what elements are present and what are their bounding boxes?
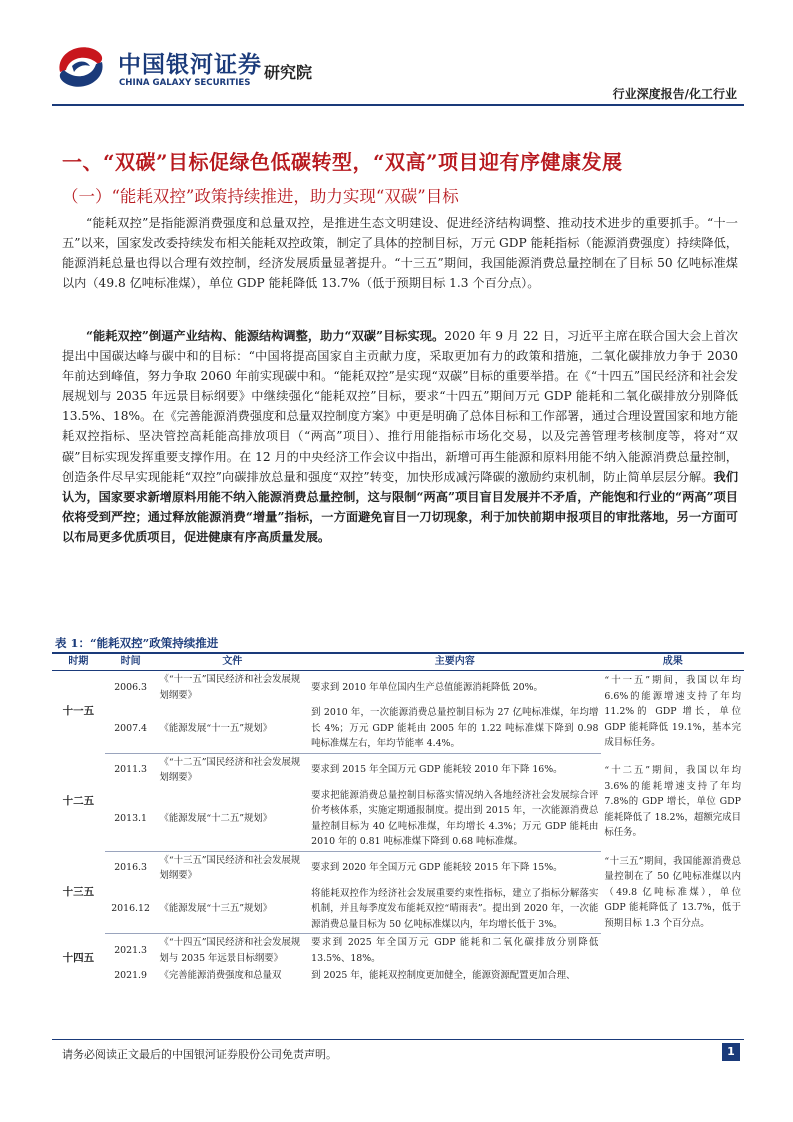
file-cell: 《完善能源消费强度和总量双	[159, 970, 282, 981]
paragraph-lead: “能耗双控”倒逼产业结构、能源结构调整，助力“双碳”目标实现。	[86, 329, 445, 343]
paragraph-intro: “能耗双控”是指能源消费强度和总量双控，是推进生态文明建设、促进经济结构调整、推动技术进步的重要抓手。“十一五”以来，国家发改委持续发布相关能耗双控政策，制定了具体的控制目标，万元 GDP 能耗指标（能源消费强度）持续降低，能源消耗总量也得以合理有效控制，经济发展质量显著提升。“十三五”期间，我国能源消费总量控制在了目标 50 亿吨标准煤以内（49.8 亿吨标准煤），单位 GDP 能耗降低 13.7%（低于预期目标 1.3 个百分点）。	[62, 216, 738, 291]
result-cell: “十二五”期间，我国以年均 3.6%的能耗增速支持了年均 7.8%的 GDP 增长，单位 GDP 能耗降低了 18.2%，超额完成目标任务。	[604, 765, 741, 839]
logo-english-name: CHINA GALAXY SECURITIES	[119, 78, 251, 88]
header-file: 文件	[156, 653, 308, 671]
time-cell: 2021.3	[114, 944, 147, 956]
policy-table	[52, 652, 744, 985]
file-cell: 《能源发展“十二五”规划》	[156, 787, 308, 852]
report-type: 行业深度报告/化工行业	[612, 87, 737, 101]
table-row	[52, 671, 744, 705]
table-row	[52, 753, 744, 787]
file-cell: 《“十三五”国民经济和社会发展规划纲要》	[159, 854, 301, 881]
result-cell	[601, 934, 744, 985]
research-institute-label: 研究院	[264, 63, 313, 82]
time-cell: 2016.12	[105, 885, 157, 934]
time-cell: 2006.3	[114, 681, 147, 693]
time-cell: 2007.4	[105, 704, 157, 753]
footer-divider	[52, 1039, 744, 1040]
file-cell: 《“十四五”国民经济和社会发展规划与 2035 年远景目标纲要》	[159, 937, 301, 964]
table-row	[52, 851, 744, 885]
header-period: 时期	[52, 653, 105, 671]
paragraph-body: 2020 年 9 月 22 日，习近平主席在联合国大会上首次提出中国碳达峰与碳中和的目标：“中国将提高国家自主贡献力度，采取更加有力的政策和措施，二氧化碳排放力争于 2030 年前达到峰值，努力争取 2060 年前实现碳中和。“能耗双控”是实现“双碳”目标的重要举措。在《“十四五”国民经济和社会发展规划与 2035 年远景目标纲要》中继续强化“能耗双控”目标，要求“十四五”期间万元 GDP 能耗和二氧化碳排放分别降低 13.5%、18%。在《完善能源消费强度和总量双控制度方案》中更是明确了总体目标和工作部署，通过合理设置国家和地方能耗双控指标、坚决管控高耗能高排放项目（“两高”项目）、推行用能指标市场化交易，以及完善管理考核制度等，将对“双碳”目标实现发挥重要支撑作用。在 12 月的中央经济工作会议中指出，新增可再生能源和原料用能不纳入能源消费总量控制，创造条件尽早实现能耗“双控”向碳排放总量和强度“双控”转变，加快形成减污降碳的激励约束机制，防止简单层层分解。	[62, 329, 738, 484]
file-cell: 《能源发展“十一五”规划》	[156, 704, 308, 753]
period-cell: 十四五	[62, 952, 95, 965]
header-result: 成果	[601, 653, 744, 671]
table-header-row	[52, 653, 744, 671]
content-cell: 到 2010 年，一次能源消费总量控制目标为 27 亿吨标准煤，年均增长 4%；万元 GDP 能耗由 2005 年的 1.22 吨标准煤下降到 0.98 吨标准煤左右，年均节能率 4.4%。	[308, 704, 601, 753]
result-cell: “十一五”期间，我国以年均 6.6%的能源增速支持了年均 11.2%的 GDP 增长，单位 GDP 能耗降低 19.1%，基本完成目标任务。	[604, 675, 741, 749]
header-time: 时间	[105, 653, 157, 671]
time-cell: 2013.1	[105, 787, 157, 852]
period-cell: 十三五	[62, 885, 95, 898]
page-number: 1	[722, 1043, 740, 1061]
content-cell: 到 2025 年，能耗双控制度更加健全，能源资源配置更加合理、	[311, 970, 576, 981]
content-cell: 要求到 2025 年全国万元 GDP 能耗和二氧化碳排放分别降低 13.5%、18%。	[311, 937, 599, 964]
content-cell: 要求到 2010 年单位国内生产总值能源消耗降低 20%。	[311, 681, 543, 693]
paragraph-conclusion: 我们认为，国家要求新增原料用能不纳入能源消费总量控制，这与限制“两高”项目盲目发展并不矛盾，产能饱和行业的“两高”项目依将受到严控；通过释放能源消费“增量”指标，一方面避免盲目一刀切现象，利于加快前期申报项目的审批落地，另一方面可以布局更多优质项目，促进健康有序高质量发展。	[62, 469, 739, 544]
section-heading: 一、“双碳”目标促绿色低碳转型，“双高”项目迎有序健康发展	[62, 150, 623, 174]
table-row	[52, 934, 744, 968]
logo-chinese-name: 中国银河证券	[118, 52, 262, 78]
content-cell: 要求到 2020 年全国万元 GDP 能耗较 2015 年下降 15%。	[311, 862, 563, 874]
time-cell: 2011.3	[114, 764, 147, 776]
time-cell: 2016.3	[114, 862, 147, 874]
result-cell: “十三五”期间，我国能源消费总量控制在了 50 亿吨标准煤以内（49.8 亿吨标准煤），单位 GDP 能耗降低了 13.7%，低于预期目标 1.3 个百分点。	[604, 855, 741, 929]
footer-disclaimer: 请务必阅读正文最后的中国银河证券股份公司免责声明。	[62, 1048, 337, 1061]
content-cell: 要求到 2015 年全国万元 GDP 能耗较 2010 年下降 16%。	[311, 764, 563, 776]
file-cell: 《“十二五”国民经济和社会发展规划纲要》	[159, 756, 301, 783]
period-cell: 十一五	[62, 705, 95, 718]
file-cell: 《能源发展“十三五”规划》	[156, 885, 308, 934]
subsection-heading: （一）“能耗双控”政策持续推进，助力实现“双碳”目标	[62, 187, 459, 206]
period-cell: 十二五	[62, 795, 95, 808]
table-caption: 表 1：“能耗双控”政策持续推进	[55, 636, 219, 650]
galaxy-logo-icon	[52, 42, 110, 92]
time-cell: 2021.9	[114, 970, 147, 981]
content-cell: 将能耗双控作为经济社会发展重要约束性指标，建立了指标分解落实机制，并且每季度发布能耗双控“晴雨表”。提出到 2020 年，一次能源消费总量目标为 50 亿吨标准煤以内，年均增长低于 3%。	[308, 885, 601, 934]
paragraph-dual-carbon	[62, 326, 738, 547]
file-cell: 《“十一五”国民经济和社会发展规划纲要》	[159, 674, 301, 701]
content-cell: 要求把能源消费总量控制目标落实情况纳入各地经济社会发展综合评价考核体系，实施定期通报制度。提出到 2015 年，一次能源消费总量控制目标为 40 亿吨标准煤，年均增长 4.3%；万元 GDP 能耗由 2010 年的 0.81 吨标准煤下降到 0.68 吨标准煤。	[308, 787, 601, 852]
header-divider	[52, 104, 744, 106]
header-content: 主要内容	[308, 653, 601, 671]
